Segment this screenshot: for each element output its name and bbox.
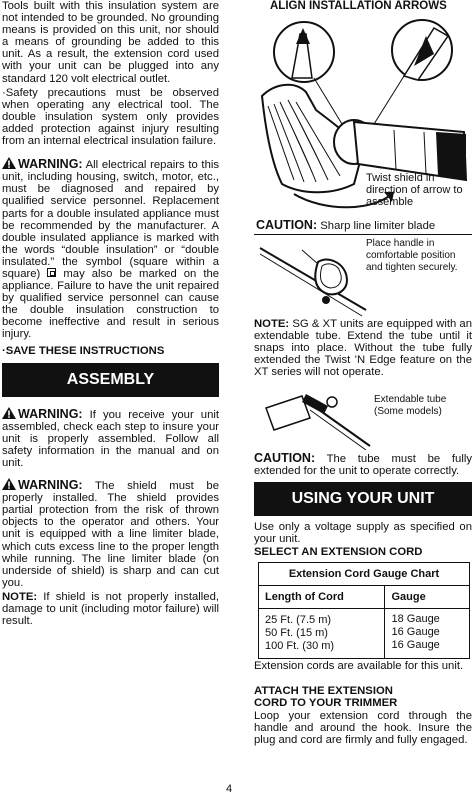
warning-label: WARNING:: [18, 478, 83, 493]
chart-gauge-cell: [385, 609, 470, 659]
handle-illustration: [258, 240, 368, 320]
warning-shield: [2, 478, 219, 589]
left-column: [2, 0, 219, 627]
table-row-gauge: 16 Gauge: [391, 625, 440, 638]
table-row-length: 25 Ft. (7.5 m): [265, 614, 332, 626]
twist-shield-label: Twist shield in direction of arrow to assemble: [366, 172, 463, 208]
caution-label: CAUTION:: [254, 451, 316, 465]
handle-position-label: Place handle in comfortable position and tighten securely.: [366, 238, 458, 273]
chart-title: Extension Cord Gauge Chart: [259, 563, 470, 586]
extendable-tube-illustration: [262, 388, 372, 450]
warning-shield-text: The shield must be properly installed. The shield provides partial protection from the risk of thrown objects to the operator and others. Your unit is equipped with a line limiter blade, which cuts excess line to the proper length while running. The line limiter blade (on underside of shield) is sharp and can cut you.: [2, 480, 219, 589]
extendable-tube-label: Extendable tube (Some models): [374, 394, 447, 417]
warning-label: WARNING:: [18, 406, 83, 421]
table-row-length: 100 Ft. (30 m): [265, 640, 335, 652]
voltage-paragraph: Use only a voltage supply as specified on your unit.: [254, 521, 472, 546]
warning-assembled-text: If you receive your unit assembled, check each step to insure your unit is properly assembled. Follow all safety information in the manual and on unit.: [2, 408, 220, 469]
note-shield-text: If shield is not properly installed, damage to unit (including motor failure) will result.: [2, 590, 220, 628]
attach-heading-line-1: ATTACH THE EXTENSION: [254, 685, 393, 697]
using-your-unit-banner: USING YOUR UNIT: [254, 482, 472, 516]
table-row-gauge: 18 Gauge: [391, 612, 440, 625]
chart-length-cell: [259, 609, 385, 659]
note-tube: [254, 318, 472, 378]
warning-text-b: may also be marked on the appliance. Failure to have the unit repaired by qualified service personnel can cause the double insulation construction to become ineffective and result in serious injury.: [2, 267, 220, 341]
note-shield: [2, 591, 219, 627]
warning-triangle-icon: [2, 157, 16, 169]
select-cord-heading: SELECT AN EXTENSION CORD: [254, 546, 423, 558]
caution-blade-text: Sharp line limiter blade: [320, 220, 436, 232]
warning-triangle-icon: [2, 478, 16, 490]
note-tube-text: SG & XT units are equipped with an extendable tube. Extend the tube until it snaps into place. Without the tube fully extended the Twist ’N Edge feature on the XT series will not operate.: [254, 318, 472, 379]
save-instructions-text: SAVE THESE INSTRUCTIONS: [5, 344, 165, 357]
note-label: NOTE:: [254, 318, 290, 330]
note-label: NOTE:: [2, 590, 38, 603]
attach-heading-line-2: CORD TO YOUR TRIMMER: [254, 697, 398, 710]
assembly-banner: ASSEMBLY: [2, 363, 219, 397]
save-instructions: ·SAVE THESE INSTRUCTIONS: [2, 344, 165, 357]
table-row-length: 50 Ft. (15 m): [265, 627, 328, 639]
safety-text: Safety precautions must be observed when operating any electrical tool. The double insulation system only provides added protection against injury resulting from an internal electrical insulation failure.: [2, 86, 219, 148]
extension-cord-gauge-chart: [258, 562, 470, 659]
table-row-gauge: 16 Gauge: [391, 638, 440, 651]
caution-underline: [254, 234, 472, 235]
warning-repairs: [2, 157, 219, 340]
attach-cord-paragraph: Loop your extension cord through the handle and around the hook. Insure the plug and cord are firmly and fully engaged.: [254, 710, 472, 747]
cords-available-paragraph: Extension cords are available for this unit.: [254, 660, 464, 672]
caution-label: CAUTION:: [256, 218, 318, 232]
caution-tube-text: The tube must be fully extended for the unit to operate correctly.: [254, 453, 472, 478]
safety-paragraph: ·Safety precautions must be observed when operating any electrical tool. The double insulation system only provides added protection against injury resulting from an internal electrical insulation failure.: [2, 86, 219, 148]
attach-cord-heading: [254, 685, 472, 709]
warning-triangle-icon: [2, 407, 16, 419]
warning-assembled: [2, 407, 219, 469]
intro-paragraph: Tools built with this insulation system are not intended to be grounded. No grounding means is provided on this unit, nor should a means of grounding be added to this unit. As a result, the extension cord used with your unit can be plugged into any standard 120 volt electrical outlet.: [2, 0, 219, 85]
page-number: 4: [226, 783, 233, 795]
chart-header-length: Length of Cord: [259, 586, 385, 609]
warning-text-a: All electrical repairs to this unit, including housing, switch, motor, etc., must be diagnosed and repaired by qualified service personnel. Replacement parts for a double insulated appliance must be recommended by the manufacturer. A double insulated appliance is marked with the words “double insulation” or “double insulated.” the symbol (square within a square): [2, 159, 220, 280]
double-insulation-symbol-icon: [47, 268, 56, 277]
caution-blade: [256, 218, 472, 233]
warning-label: WARNING:: [18, 157, 83, 172]
caution-tube: [254, 452, 472, 477]
align-arrows-title: ALIGN INSTALLATION ARROWS: [270, 0, 447, 12]
right-column: [254, 0, 472, 799]
chart-header-gauge: Gauge: [385, 586, 470, 609]
